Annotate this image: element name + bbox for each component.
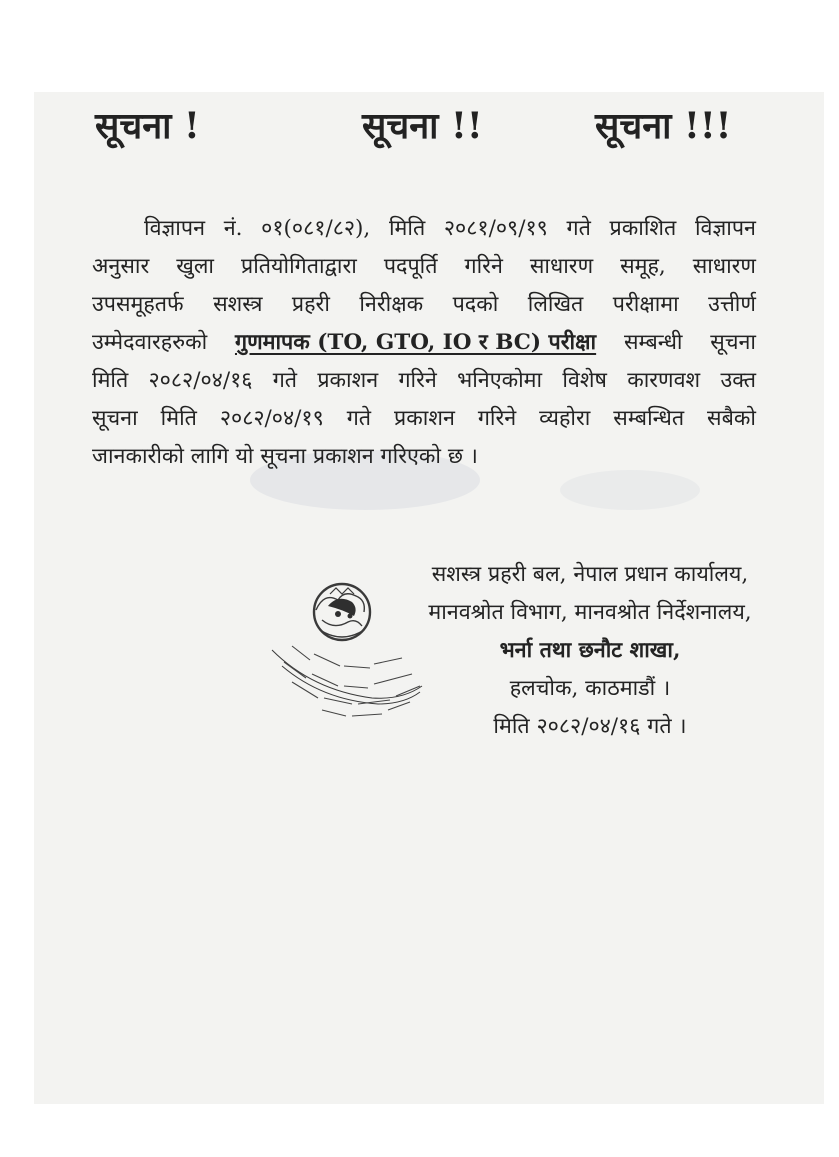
word: परीक्षामा bbox=[612, 292, 679, 317]
word: गते bbox=[346, 406, 372, 431]
heading-notice-1: सूचना ! bbox=[95, 105, 200, 147]
word: निरीक्षक bbox=[359, 292, 424, 317]
word: प्रतियोगिताद्वारा bbox=[240, 254, 357, 279]
word: उम्मेदवारहरुको bbox=[92, 330, 208, 355]
heading-notice-3: सूचना !!! bbox=[595, 105, 732, 147]
word: सम्बन्धित bbox=[613, 406, 685, 431]
body-line bbox=[92, 286, 756, 324]
word: गते bbox=[272, 368, 298, 393]
word: सबैको bbox=[707, 406, 756, 431]
word: उत्तीर्ण bbox=[708, 292, 756, 317]
word: सूचना bbox=[710, 330, 756, 355]
advert-number: ०१(०८१/८२), bbox=[261, 216, 371, 241]
signature-line-department: मानवश्रोत विभाग, मानवश्रोत निर्देशनालय, bbox=[428, 600, 752, 625]
scan-smudge bbox=[560, 470, 700, 510]
word: प्रकाशन bbox=[394, 406, 455, 431]
word: प्रकाशन bbox=[317, 368, 379, 393]
word: मिति bbox=[160, 406, 197, 431]
notice-body bbox=[92, 210, 756, 476]
word: नं. bbox=[223, 216, 243, 241]
signature-line-section: भर्ना तथा छनौट शाखा, bbox=[499, 638, 681, 663]
body-line bbox=[92, 248, 756, 286]
word: अनुसार bbox=[92, 254, 150, 279]
word: गते bbox=[566, 216, 591, 241]
closing-sentence: जानकारीको लागि यो सूचना प्रकाशन गरिएको छ । bbox=[92, 444, 478, 469]
signature-line-location: हलचोक, काठमाडौं । bbox=[509, 676, 671, 701]
word: प्रकाशित bbox=[609, 216, 677, 241]
word: उपसमूहतर्फ bbox=[92, 292, 184, 317]
word: साधारण bbox=[692, 254, 756, 279]
body-line bbox=[92, 362, 756, 400]
word: खुला bbox=[176, 254, 214, 279]
word: विशेष bbox=[562, 368, 607, 393]
word: मिति bbox=[92, 368, 129, 393]
word: विज्ञापन bbox=[694, 216, 756, 241]
word: पदको bbox=[452, 292, 499, 317]
word: प्रहरी bbox=[291, 292, 330, 317]
word: गरिने bbox=[477, 406, 517, 431]
body-line bbox=[92, 210, 756, 248]
body-line bbox=[92, 324, 756, 362]
body-line bbox=[92, 438, 756, 476]
word: भनिएकोमा bbox=[457, 368, 543, 393]
signature-line-date: मिति २०८२/०४/१६ गते । bbox=[493, 714, 687, 739]
word: व्यहोरा bbox=[539, 406, 591, 431]
word: लिखित bbox=[527, 292, 584, 317]
notice-heading bbox=[0, 100, 839, 160]
word: साधारण bbox=[529, 254, 594, 279]
word: विज्ञापन bbox=[144, 216, 206, 241]
word: समूह, bbox=[620, 254, 666, 279]
word: उक्त bbox=[720, 368, 756, 393]
signature-block bbox=[400, 556, 780, 746]
scan-margin bbox=[34, 0, 824, 92]
body-line bbox=[92, 400, 756, 438]
word: मिति bbox=[388, 216, 426, 241]
original-publish-date: २०८२/०४/१६ bbox=[148, 368, 253, 393]
exam-name-emphasis: गुणमापक (TO, GTO, IO र BC) परीक्षा bbox=[234, 330, 597, 355]
word: सम्बन्धी bbox=[623, 330, 683, 355]
word: कारणवश bbox=[627, 368, 701, 393]
word: गरिने bbox=[464, 254, 503, 279]
word: गरिने bbox=[398, 368, 437, 393]
signature-line-office: सशस्त्र प्रहरी बल, नेपाल प्रधान कार्यालय, bbox=[431, 562, 749, 587]
new-publish-date: २०८२/०४/१९ bbox=[219, 406, 324, 431]
advert-date: २०८१/०९/१९ bbox=[443, 216, 548, 241]
word: सशस्त्र bbox=[213, 292, 263, 317]
word: पदपूर्ति bbox=[383, 254, 438, 279]
word: सूचना bbox=[92, 406, 138, 431]
heading-notice-2: सूचना !! bbox=[362, 105, 483, 147]
